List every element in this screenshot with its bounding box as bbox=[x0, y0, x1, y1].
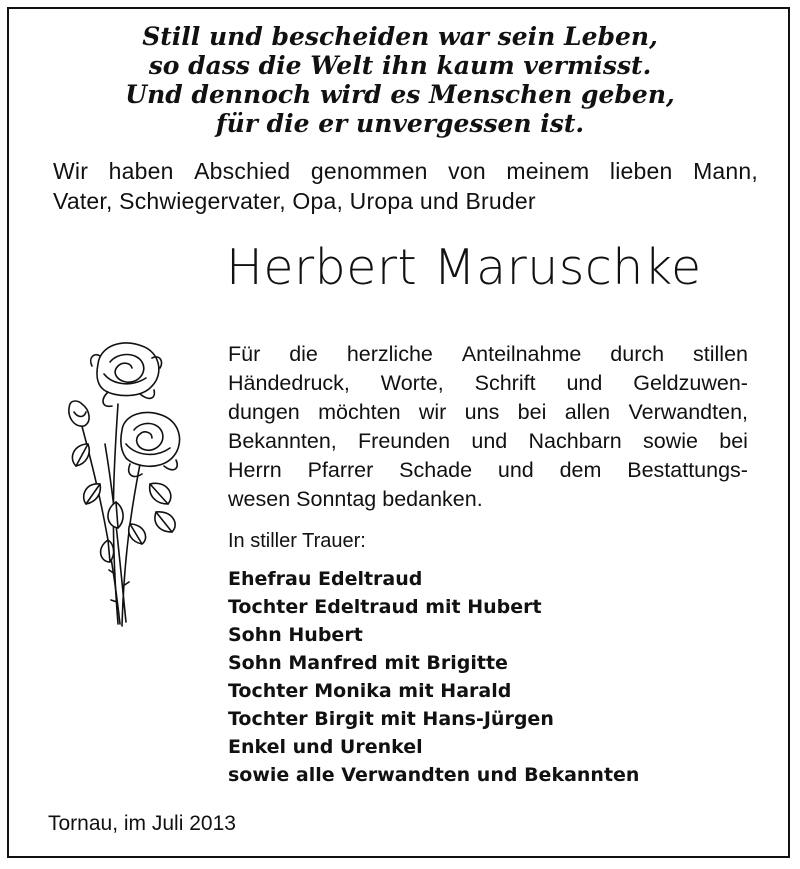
thanks-word: Geldzuwen- bbox=[633, 371, 748, 395]
mourner-entry: Tochter Birgit mit Hans-Jürgen bbox=[228, 708, 554, 730]
thanks-word: und bbox=[497, 458, 534, 482]
intro-line-2: Vater, Schwiegervater, Opa, Uropa und Bruder bbox=[53, 188, 536, 214]
intro-word: haben bbox=[108, 158, 174, 184]
thanks-word: bei bbox=[719, 429, 748, 453]
thanks-line bbox=[228, 485, 748, 514]
thanks-word: Schrift bbox=[474, 371, 536, 395]
poem-line: so dass die Welt ihn kaum vermisst. bbox=[148, 51, 652, 80]
thanks-line bbox=[228, 456, 748, 485]
thanks-word: Schade bbox=[399, 458, 473, 482]
thanks-line bbox=[228, 427, 748, 456]
thanks-word: durch bbox=[610, 342, 665, 366]
mourner-entry: Enkel und Urenkel bbox=[228, 736, 423, 758]
thanks-word: wir bbox=[418, 400, 447, 424]
thanks-word: uns bbox=[464, 400, 500, 424]
poem-line: für die er unvergessen ist. bbox=[215, 109, 585, 138]
roses-icon bbox=[60, 334, 200, 634]
thanks-word: stillen bbox=[693, 342, 748, 366]
intro-line-1 bbox=[53, 156, 758, 186]
mourner-entry: sowie alle Verwandten und Bekannten bbox=[228, 764, 640, 786]
thanks-word: allen bbox=[564, 400, 611, 424]
thanks-word: und bbox=[471, 429, 508, 453]
thanks-word: wesen bbox=[228, 487, 291, 511]
thanks-line bbox=[228, 369, 748, 398]
thanks-word: Sonntag bbox=[296, 487, 377, 511]
thanks-word: die bbox=[289, 342, 318, 366]
thanks-word: herzliche bbox=[346, 342, 433, 366]
thanks-line bbox=[228, 398, 748, 427]
thanks-word: Nachbarn bbox=[528, 429, 622, 453]
mourner-entry: Sohn Hubert bbox=[228, 624, 363, 646]
mourner-entry: Tochter Edeltraud mit Hubert bbox=[228, 596, 542, 618]
thanks-word: bedanken. bbox=[382, 487, 483, 511]
mourner-entry: Ehefrau Edeltraud bbox=[228, 568, 423, 590]
thanks-word: dem bbox=[559, 458, 602, 482]
thanks-word: Worte, bbox=[380, 371, 444, 395]
mourner-entry: Sohn Manfred mit Brigitte bbox=[228, 652, 508, 674]
thanks-line bbox=[228, 340, 748, 369]
poem-line: Still und bescheiden war sein Leben, bbox=[142, 22, 658, 51]
thanks-word: möchten bbox=[318, 400, 401, 424]
thanks-word: Pfarrer bbox=[307, 458, 374, 482]
thanks-word: Verwandten, bbox=[628, 400, 748, 424]
intro-word: meinem bbox=[506, 158, 590, 184]
thanks-word: dungen bbox=[228, 400, 300, 424]
memorial-poem bbox=[0, 22, 800, 138]
intro-word: genommen bbox=[310, 158, 428, 184]
mourner-entry: Tochter Monika mit Harald bbox=[228, 680, 512, 702]
intro-word: Abschied bbox=[194, 158, 291, 184]
thanks-word: Bekannten, bbox=[228, 429, 337, 453]
thanks-paragraph bbox=[228, 340, 748, 514]
thanks-word: Freunden bbox=[358, 429, 451, 453]
thanks-word: Für bbox=[228, 342, 261, 366]
mourners-list bbox=[228, 565, 639, 789]
deceased-name: Herbert Maruschke bbox=[226, 239, 702, 296]
thanks-word: sowie bbox=[643, 429, 698, 453]
thanks-word: und bbox=[566, 371, 603, 395]
farewell-intro bbox=[53, 156, 758, 216]
thanks-word: Händedruck, bbox=[228, 371, 350, 395]
thanks-word: Anteilnahme bbox=[461, 342, 582, 366]
intro-word: Mann, bbox=[693, 158, 758, 184]
intro-word: von bbox=[448, 158, 486, 184]
thanks-word: Bestattungs- bbox=[627, 458, 748, 482]
poem-line: Und dennoch wird es Menschen geben, bbox=[125, 80, 675, 109]
thanks-word: bei bbox=[517, 400, 547, 424]
place-date: Tornau, im Juli 2013 bbox=[48, 812, 236, 835]
thanks-word: Herrn bbox=[228, 458, 282, 482]
mourners-label: In stiller Trauer: bbox=[228, 530, 366, 552]
intro-word: Wir bbox=[53, 158, 89, 184]
intro-word: lieben bbox=[609, 158, 673, 184]
